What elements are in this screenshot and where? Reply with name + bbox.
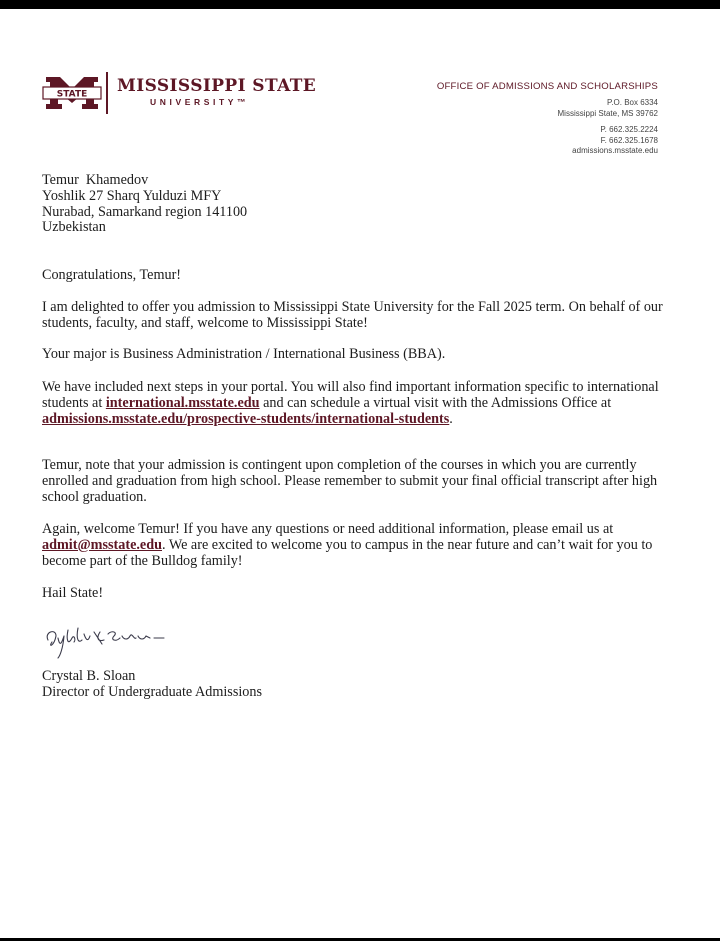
university-name: MISSISSIPPI STATE <box>117 76 317 96</box>
msu-logo-icon <box>42 73 102 113</box>
closing: Hail State! <box>42 585 104 601</box>
signer-name: Crystal B. Sloan <box>42 668 136 684</box>
recipient-name: Temur Khamedov <box>42 172 149 188</box>
recipient-line2: Nurabad, Samarkand region 141100 <box>42 203 248 220</box>
logo-divider <box>106 72 108 114</box>
offer-paragraph: I am delighted to offer you admission to Mississippi State University for the Fall 2025 term. On behalf of our students, faculty, and staff, welcome to Mississippi State! <box>42 299 663 331</box>
recipient-line1: Yoshlik 27 Sharq Yulduzi MFY <box>42 187 222 204</box>
office-title: OFFICE OF ADMISSIONS AND SCHOLARSHIPS <box>436 81 658 92</box>
recipient-address <box>42 173 682 236</box>
top-border <box>0 0 720 9</box>
logo-text: STATE <box>56 89 88 100</box>
po-box: P.O. Box 6334 <box>607 98 658 107</box>
signer-title: Director of Undergraduate Admissions <box>42 683 262 700</box>
recipient-country: Uzbekistan <box>42 219 106 236</box>
contingent-paragraph: Temur, note that your admission is contingent upon completion of the courses in which you are currently enrolled and graduation from high school. Please remember to submit your final official transcript after high school graduation. <box>42 457 658 505</box>
phone: P. 662.325.2224 <box>600 125 658 134</box>
admissions-link[interactable]: admissions.msstate.edu/prospective-students/international-students <box>42 410 450 427</box>
next-steps-paragraph: We have included next steps in your portal. You will also find important information specific to international students at international.msstate.edu and can schedule a virtual visit with the Admissions Office at admissions.msstate.edu/prospective-students/international-students. <box>42 379 659 427</box>
office-website: admissions.msstate.edu <box>572 146 658 155</box>
city-state: Mississippi State, MS 39762 <box>557 108 658 118</box>
university-subtitle: UNIVERSITY™ <box>150 97 250 107</box>
office-contact-block <box>437 81 658 157</box>
welcome-paragraph: Again, welcome Temur! If you have any questions or need additional information, please email us at admit@msstate.edu. We are excited to welcome you to campus in the near future and can’t wait for you to become part of the Bulldog family! <box>42 521 653 569</box>
greeting: Congratulations, Temur! <box>42 267 182 283</box>
major-paragraph: Your major is Business Administration / International Business (BBA). <box>42 346 446 362</box>
email-link[interactable]: admit@msstate.edu <box>42 536 162 553</box>
handwritten-signature <box>42 618 174 662</box>
international-link[interactable]: international.msstate.edu <box>105 394 260 411</box>
fax: F. 662.325.1678 <box>600 135 658 145</box>
